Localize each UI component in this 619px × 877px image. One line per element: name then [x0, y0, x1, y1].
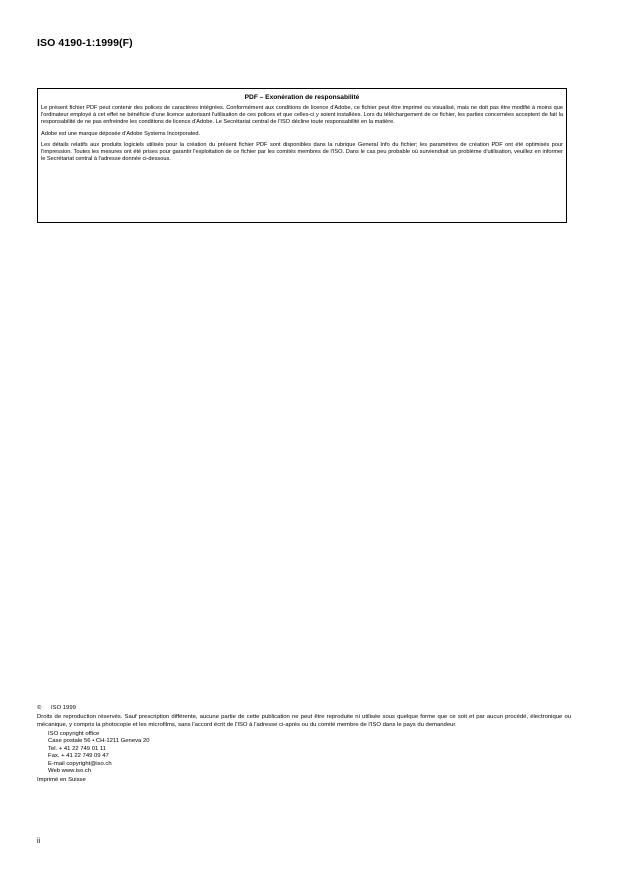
disclaimer-paragraph-software: Les détails relatifs aux produits logiciels utilisés pour la création du présent fichier PDF sont disponibles dans la rubrique General Info du fichier; les paramètres de création PDF ont été optimisés pour l'impression. Toutes les mesures ont été prises pour garantir l'exploitation de ce fichier par les comités membres de l'ISO. Dans le cas peu probable où surviendrait un problème d'utilisation, veuillez en informer le Secrétariat central à l'adresse donnée ci-dessous.	[41, 141, 563, 163]
pdf-disclaimer-box	[37, 88, 567, 223]
copyright-office-address	[48, 731, 571, 775]
page-number: ii	[37, 838, 41, 845]
copyright-year: ISO 1999	[51, 705, 76, 711]
address-line-email: E-mail copyright@iso.ch	[48, 760, 112, 767]
address-line-office: ISO copyright office	[48, 730, 100, 737]
address-line-tel: Tel. + 41 22 749 01 11	[48, 745, 107, 752]
rights-reserved-text: Droits de reproduction réservés. Sauf prescription différente, aucune partie de cette publication ne peut être reproduite ni utilisée sous quelque forme que ce soit et par aucun procédé, électronique ou mécanique, y compris la photocopie et les microfilms, sans l'accord écrit de l'ISO à l'adresse ci-après ou du comité membre de l'ISO dans le pays du demandeur.	[37, 714, 571, 728]
disclaimer-title: PDF – Exonération de responsabilité	[244, 94, 360, 101]
copyright-line	[37, 705, 571, 712]
address-line-postal: Case postale 56 • CH-1211 Geneva 20	[48, 738, 150, 745]
printed-in-text: Imprimé en Suisse	[37, 777, 86, 784]
disclaimer-paragraph-fonts: Le présent fichier PDF peut contenir des polices de caractères intégrées. Conformément aux conditions de licence d'Adobe, ce fichier peut être imprimé ou visualisé, mais ne doit pas être modifié à moins que l'ordinateur employé à cet effet ne bénéficie d'une licence autorisant l'utilisation de ces polices et que celles-ci y soient installées. Lors du téléchargement de ce fichier, les parties concernées acceptent de fait la responsabilité de ne pas enfreindre les conditions de licence d'Adobe. Le Secrétariat central de l'ISO décline toute responsabilité en la matière.	[41, 105, 563, 126]
address-line-fax: Fax. + 41 22 749 09 47	[48, 753, 109, 760]
document-id-header: ISO 4190-1:1999(F)	[37, 37, 133, 49]
disclaimer-paragraph-trademark: Adobe est une marque déposée d'Adobe Systems Incorporated.	[41, 130, 201, 137]
copyright-icon: ©	[37, 705, 42, 711]
copyright-block	[37, 705, 571, 785]
address-line-web: Web www.iso.ch	[48, 767, 92, 774]
